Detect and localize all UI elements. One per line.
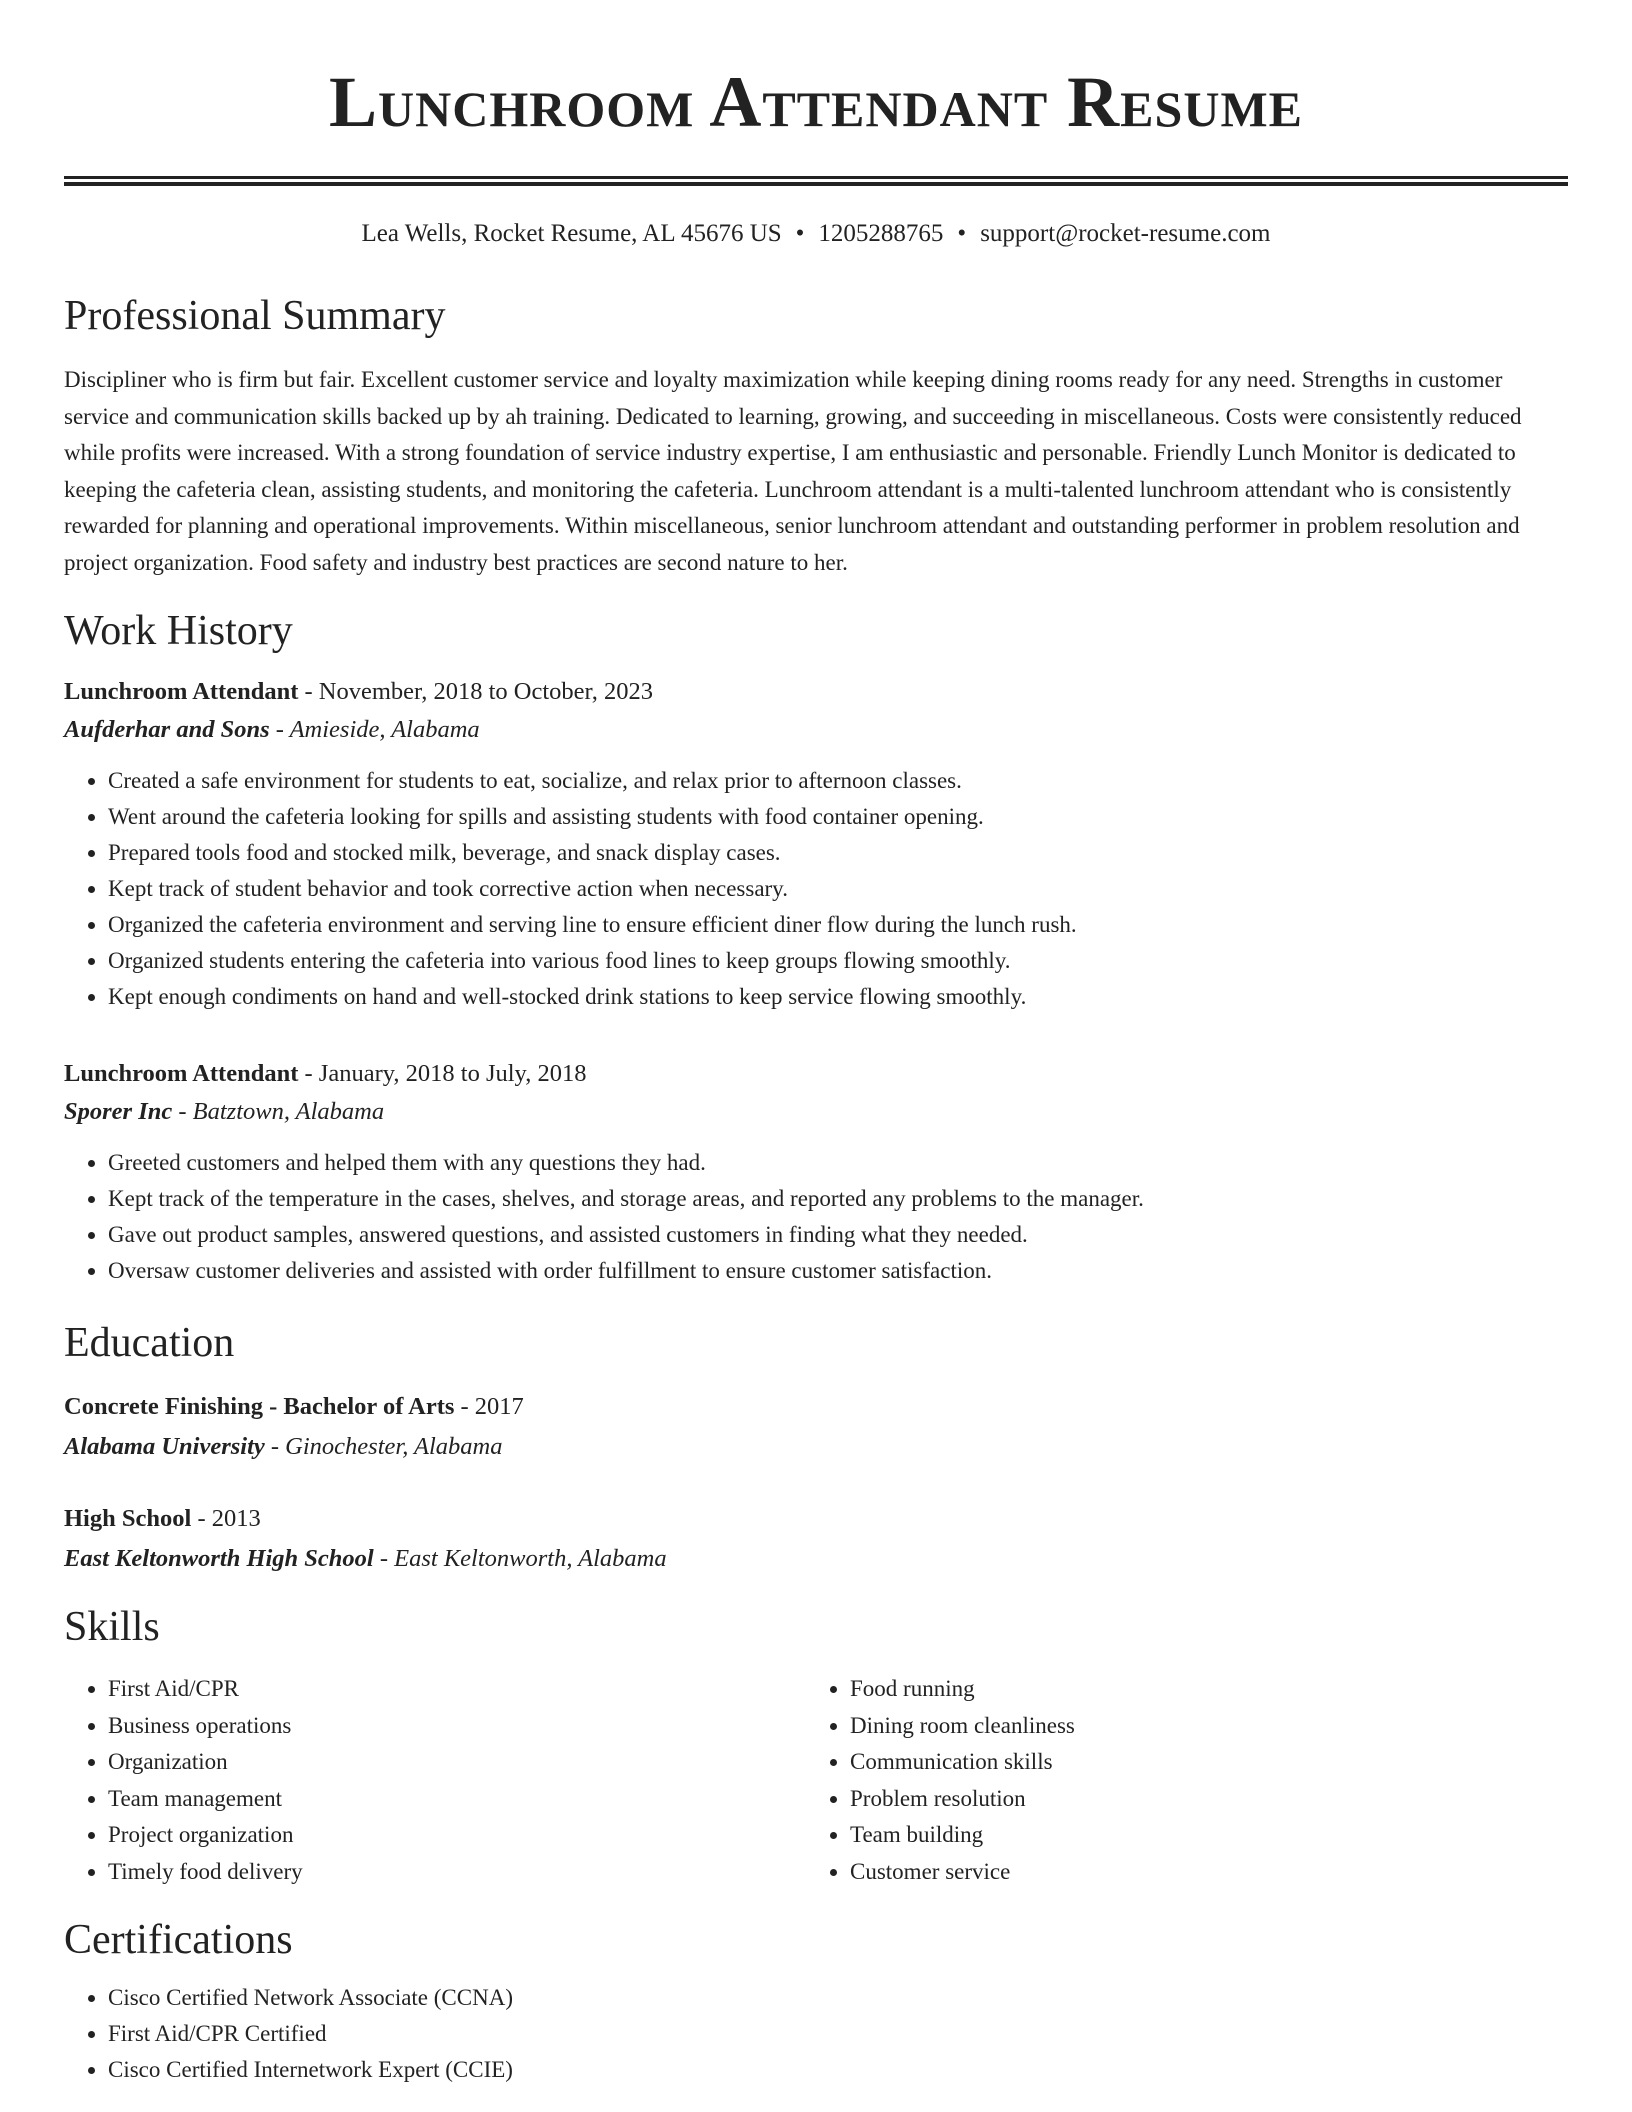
job-duties [64, 763, 1568, 1015]
skill-item: • Customer service [850, 1854, 1548, 1891]
contact-line [64, 218, 1568, 250]
job-duty: • Kept track of student behavior and took corrective action when necessary. [108, 871, 1568, 907]
work-history-heading: Work History [64, 608, 293, 654]
job-duty: • Oversaw customer deliveries and assisted with order fulfillment to ensure customer satisfaction. [108, 1253, 1568, 1289]
job-dates: - January, 2018 to July, 2018 [298, 1060, 587, 1087]
job-duty: • Greeted customers and helped them with any questions they had. [108, 1145, 1568, 1181]
skill-item: • Team building [850, 1817, 1548, 1854]
job-duty: • Organized students entering the cafeteria into various food lines to keep groups flowing smoothly. [108, 943, 1568, 979]
summary-text: Discipliner who is firm but fair. Excellent customer service and loyalty maximization while keeping dining rooms ready for any need. Strengths in customer service and communication skills backed up by ah training. Dedicated to learning, growing, and succeeding in miscellaneous. Costs were consistently reduced while profits were increased. With a strong foundation of service industry expertise, I am enthusiastic and personable. Friendly Lunch Monitor is dedicated to keeping the cafeteria clean, assisting students, and monitoring the cafeteria. Lunchroom attendant is a multi-talented lunchroom attendant who is consistently rewarded for planning and operational improvements. Within miscellaneous, senior lunchroom attendant and outstanding performer in problem resolution and project organization. Food safety and industry best practices are second nature to her. [64, 367, 1522, 575]
skills-right-column [806, 1671, 1548, 1890]
skills-heading: Skills [64, 1604, 160, 1650]
skills-left-column [64, 1671, 806, 1890]
skill-item: • Project organization [108, 1817, 806, 1854]
education-school: Alabama University [64, 1433, 265, 1460]
certifications-list [64, 1980, 1568, 2088]
job-duty: • Kept enough condiments on hand and well-stocked drink stations to keep service flowing smoothly. [108, 979, 1568, 1015]
job-employer [64, 1093, 1568, 1131]
job-company: Aufderhar and Sons [64, 716, 270, 743]
job-duty: • Prepared tools food and stocked milk, beverage, and snack display cases. [108, 835, 1568, 871]
job-entry [64, 673, 1568, 1015]
skill-item: • Timely food delivery [108, 1854, 806, 1891]
contact-separator: • [795, 220, 805, 247]
education-school-line [64, 1427, 1568, 1467]
skill-item: • Business operations [108, 1708, 806, 1745]
education-degree-line [64, 1387, 1568, 1427]
job-location: - Amieside, Alabama [269, 716, 480, 743]
education-school: East Keltonworth High School [64, 1545, 374, 1572]
skill-item: • Food running [850, 1671, 1548, 1708]
education-degree-line [64, 1499, 1568, 1539]
contact-separator: • [957, 220, 967, 247]
job-employer [64, 711, 1568, 749]
job-duty: • Organized the cafeteria environment and serving line to ensure efficient diner flow during the lunch rush. [108, 907, 1568, 943]
education-year: - 2017 [454, 1393, 524, 1420]
job-dates: - November, 2018 to October, 2023 [298, 678, 653, 705]
job-company: Sporer Inc [64, 1098, 173, 1125]
education-entry [64, 1499, 1568, 1579]
summary-heading: Professional Summary [64, 293, 446, 339]
certification-item: • Cisco Certified Network Associate (CCNA) [108, 1980, 1568, 2016]
education-heading: Education [64, 1320, 235, 1366]
education-year: - 2013 [191, 1505, 261, 1532]
job-title: Lunchroom Attendant [64, 678, 299, 705]
skill-item: • Dining room cleanliness [850, 1708, 1548, 1745]
education-degree: High School [64, 1505, 192, 1532]
job-duty: • Went around the cafeteria looking for spills and assisting students with food container opening. [108, 799, 1568, 835]
skill-item: • Organization [108, 1744, 806, 1781]
education-location: - East Keltonworth, Alabama [373, 1545, 667, 1572]
job-duties [64, 1145, 1568, 1289]
certification-item: • First Aid/CPR Certified [108, 2016, 1568, 2052]
job-duty: • Kept track of the temperature in the cases, shelves, and storage areas, and reported any problems to the manager. [108, 1181, 1568, 1217]
education-school-line [64, 1539, 1568, 1579]
job-entry [64, 1055, 1568, 1289]
resume-title: Lunchroom Attendant Resume [329, 62, 1303, 142]
job-header [64, 673, 1568, 711]
contact-phone: 1205288765 [818, 220, 944, 247]
skills-columns [64, 1671, 1568, 1890]
education-degree: Concrete Finishing - Bachelor of Arts [64, 1393, 455, 1420]
title-divider [64, 176, 1568, 186]
job-location: - Batztown, Alabama [172, 1098, 385, 1125]
education-entry [64, 1387, 1568, 1467]
skill-item: • First Aid/CPR [108, 1671, 806, 1708]
job-title: Lunchroom Attendant [64, 1060, 299, 1087]
education-location: - Ginochester, Alabama [264, 1433, 503, 1460]
skill-item: • Team management [108, 1781, 806, 1818]
job-duty: • Gave out product samples, answered questions, and assisted customers in finding what they needed. [108, 1217, 1568, 1253]
skill-item: • Problem resolution [850, 1781, 1548, 1818]
skill-item: • Communication skills [850, 1744, 1548, 1781]
job-duty: • Created a safe environment for students to eat, socialize, and relax prior to afternoon classes. [108, 763, 1568, 799]
contact-email: support@rocket-resume.com [980, 220, 1271, 247]
job-header [64, 1055, 1568, 1093]
certification-item: • Cisco Certified Internetwork Expert (CCIE) [108, 2052, 1568, 2088]
certifications-heading: Certifications [64, 1917, 293, 1963]
contact-address: Lea Wells, Rocket Resume, AL 45676 US [361, 220, 782, 247]
